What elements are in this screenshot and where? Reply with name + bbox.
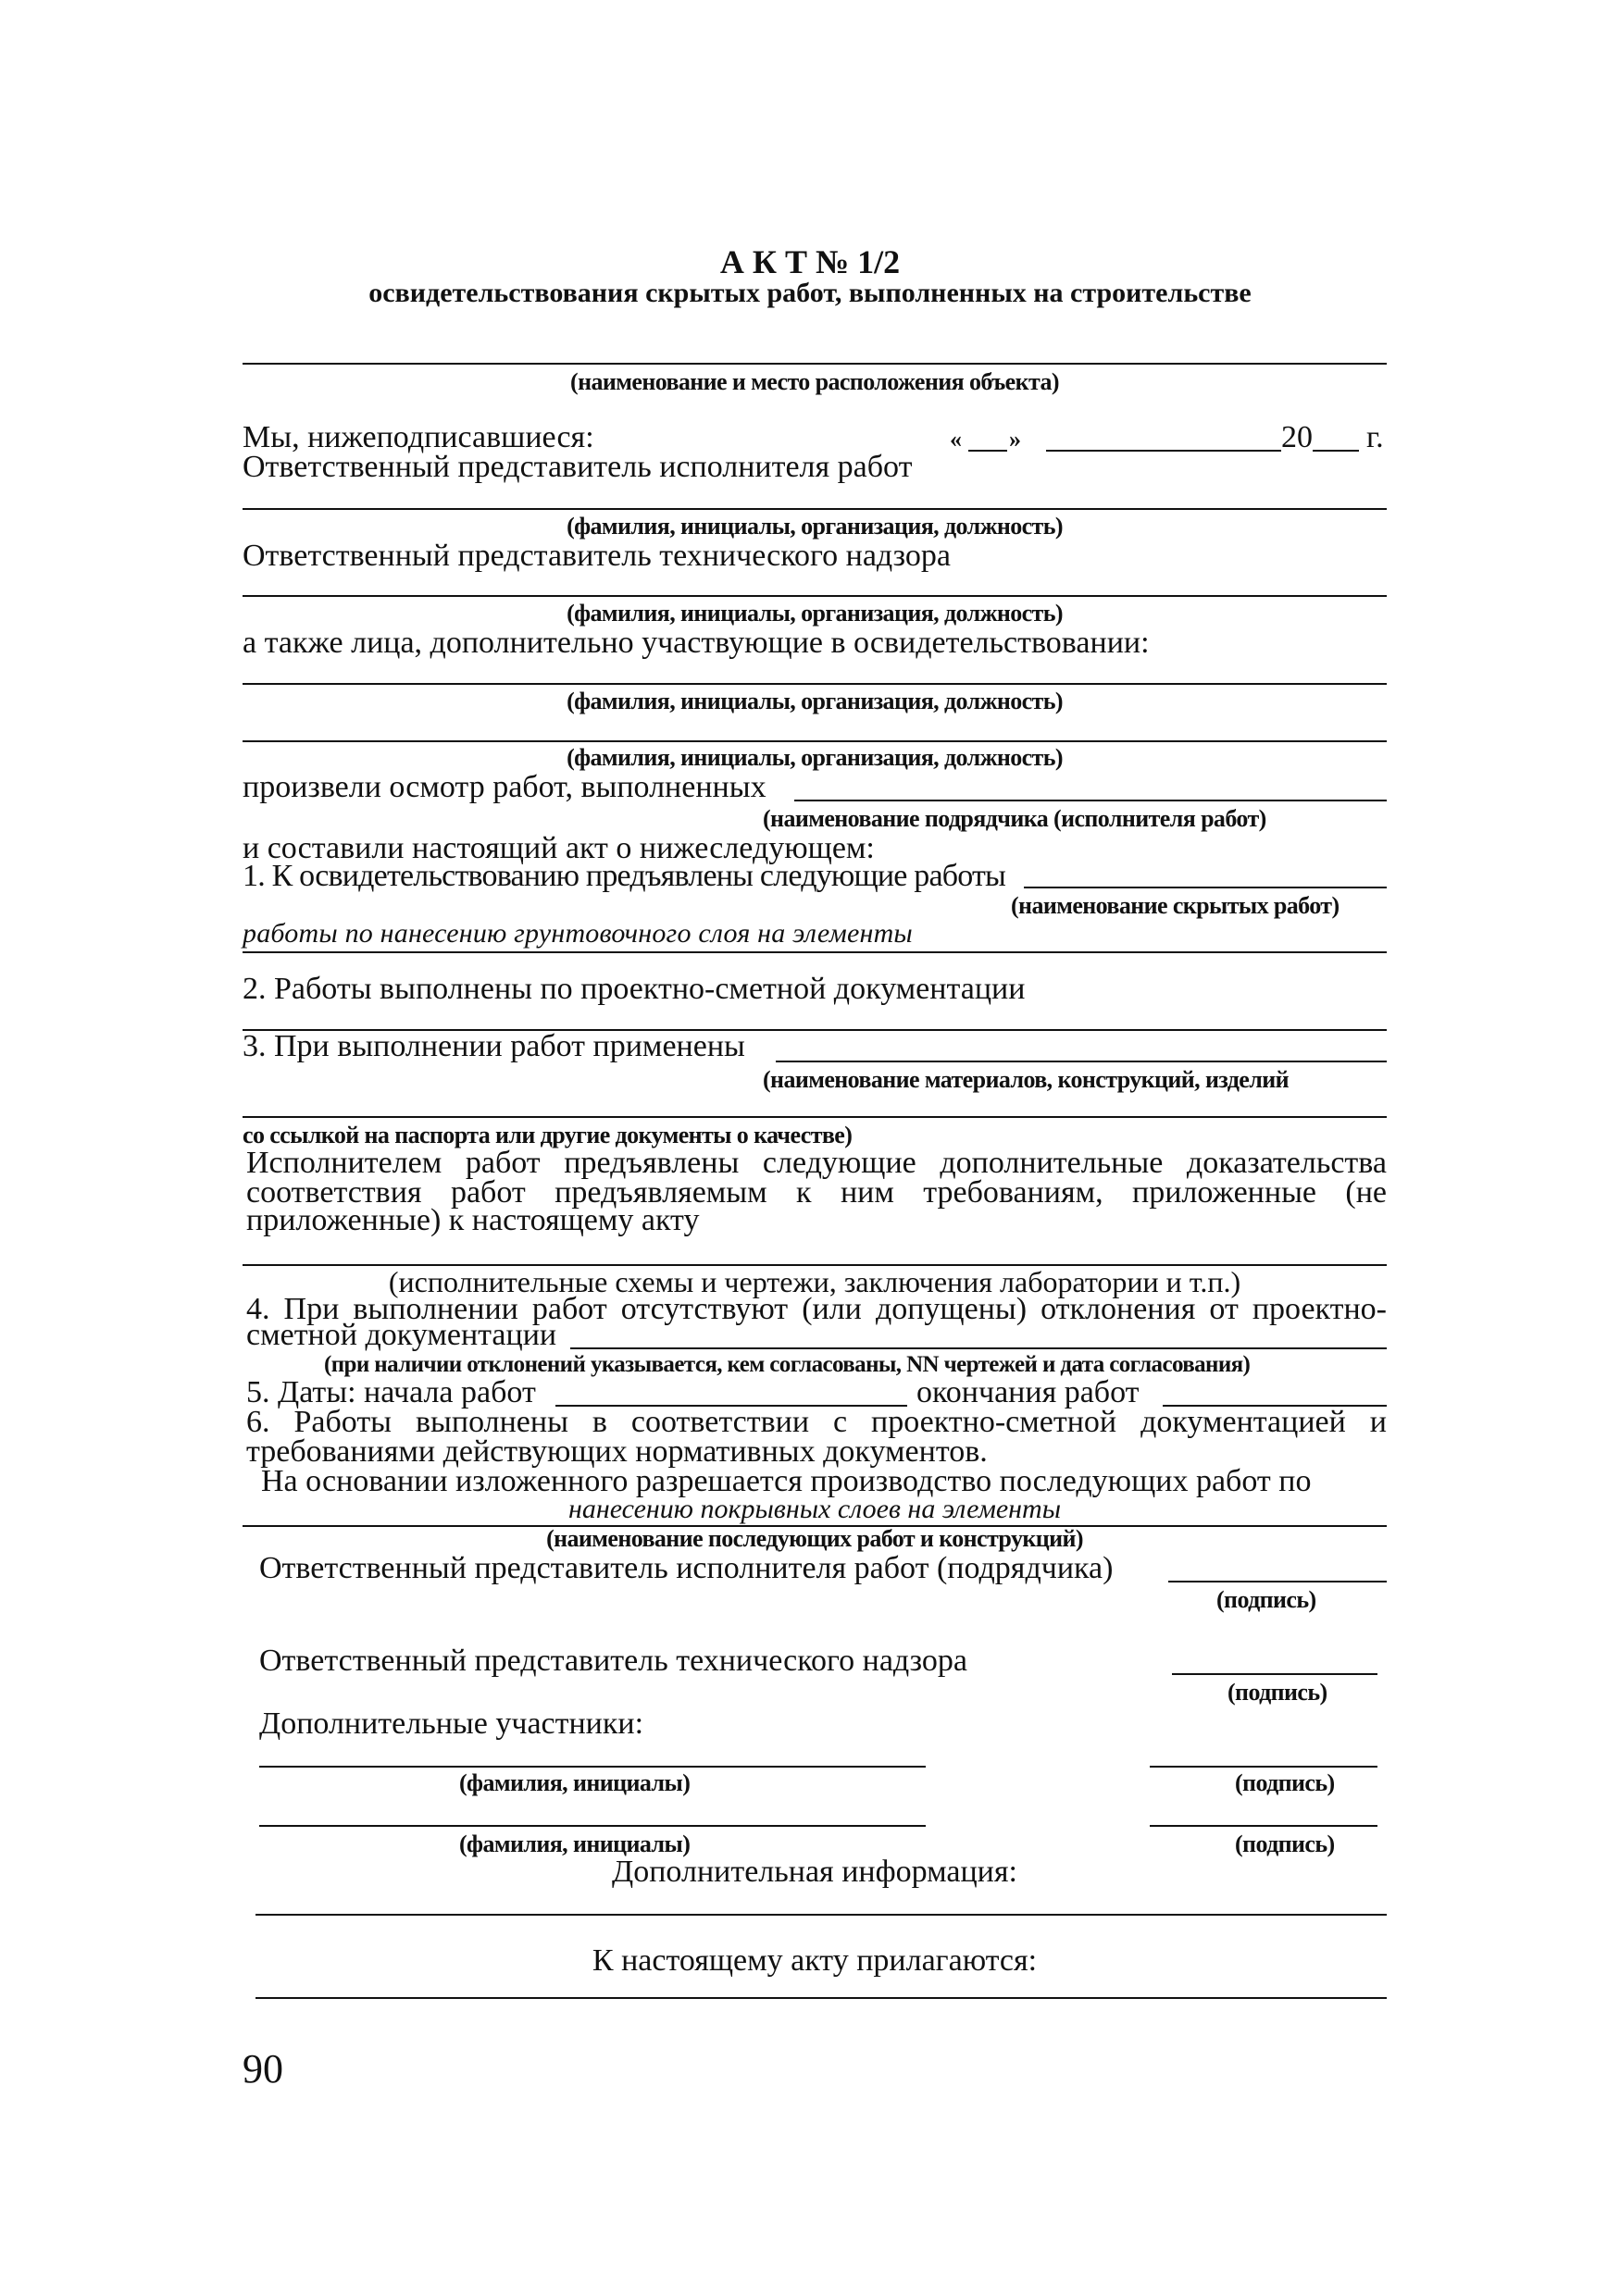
deviations-field[interactable] [570, 1347, 1387, 1349]
participant-signature-field-2[interactable] [1150, 1825, 1377, 1827]
date-quote-close: » [1009, 426, 1021, 453]
date-day-field[interactable] [968, 450, 1007, 452]
contractor-caption: (наименование подрядчика (исполнителя работ) [763, 805, 1266, 832]
supervision-field[interactable] [243, 595, 1387, 597]
attached-label: К настоящему акту прилагаются: [592, 1943, 1038, 1978]
evidence-line-2: соответствия работ предъявляемым к ним требованиям, приложенные (не [246, 1175, 1387, 1210]
additional-info-field[interactable] [255, 1914, 1387, 1916]
participant-2-field[interactable] [243, 740, 1387, 742]
deviations-caption: (при наличии отклонений указывается, кем согласованы, NN чертежей и дата согласования) [324, 1352, 1251, 1377]
date-year-suffix: г. [1366, 420, 1384, 454]
item5-end-label: окончания работ [916, 1375, 1140, 1409]
name-caption-2: (фамилия, инициалы) [459, 1831, 691, 1857]
signature-caption-4: (подпись) [1235, 1831, 1335, 1857]
executor-field[interactable] [243, 508, 1387, 510]
item1-value[interactable]: работы по нанесению грунтовочного слоя на элементы [243, 918, 913, 949]
we-undersigned-label: Мы, нижеподписавшиеся: [243, 420, 594, 454]
signature-caption-3: (подпись) [1235, 1769, 1335, 1796]
item2-label: 2. Работы выполнены по проектно-сметной документации [243, 972, 1026, 1006]
hidden-works-caption: (наименование скрытых работ) [1011, 892, 1340, 919]
permission-value[interactable]: нанесению покрывных слоев на элементы [567, 1494, 1062, 1524]
materials-caption-2: со ссылкой на паспорта или другие документы о качестве) [243, 1122, 853, 1148]
item3-label: 3. При выполнении работ применены [243, 1029, 745, 1063]
executor-caption: (фамилия, инициалы, организация, должность) [567, 513, 1063, 540]
document-subtitle: освидетельствования скрытых работ, выполненных на строительстве [368, 278, 1252, 308]
participant-1-caption: (фамилия, инициалы, организация, должность) [567, 688, 1063, 714]
supervision-signature-field[interactable] [1172, 1673, 1377, 1675]
sign-executor-label: Ответственный представитель исполнителя работ (подрядчика) [259, 1551, 1114, 1585]
evidence-line-3: приложенные) к настоящему акту [246, 1203, 700, 1237]
resp-supervision-label: Ответственный представитель технического надзора [243, 539, 951, 573]
item1-label: 1. К освидетельствованию предъявлены следующие работы [243, 859, 1006, 893]
participant-name-field-2[interactable] [259, 1825, 926, 1827]
participant-1-field[interactable] [243, 683, 1387, 685]
object-line[interactable] [243, 363, 1387, 365]
item4-line-1: 4. При выполнении работ отсутствуют (или допущены) отклонения от проектно- [246, 1292, 1387, 1326]
executor-signature-field[interactable] [1168, 1581, 1387, 1582]
attached-field[interactable] [255, 1997, 1387, 1999]
evidence-caption: (исполнительные схемы и чертежи, заключения лаборатории и т.п.) [388, 1265, 1241, 1298]
additional-info-label: Дополнительная информация: [612, 1855, 1017, 1889]
object-caption: (наименование и место расположения объекта) [570, 368, 1059, 395]
permission-label: На основании изложенного разрешается производство последующих работ по [261, 1464, 1312, 1498]
inspected-label: произвели осмотр работ, выполненных [243, 770, 766, 804]
item6-line-1: 6. Работы выполнены в соответствии с проектно-сметной документацией и [246, 1405, 1387, 1439]
participant-signature-field-1[interactable] [1150, 1766, 1377, 1768]
next-works-caption: (наименование последующих работ и конструкций) [546, 1525, 1083, 1552]
item3-field[interactable] [776, 1061, 1387, 1062]
date-year-prefix: 20 [1281, 420, 1313, 454]
page-number: 90 [243, 2046, 283, 2091]
compiled-label: и составили настоящий акт о нижеследующем: [243, 831, 875, 865]
date-month-field[interactable] [1046, 450, 1281, 452]
signature-caption-2: (подпись) [1227, 1679, 1327, 1706]
supervision-caption: (фамилия, инициалы, организация, должность) [567, 600, 1063, 627]
signature-caption-1: (подпись) [1216, 1586, 1316, 1613]
contractor-field[interactable] [794, 800, 1387, 801]
item4-line-2: сметной документации [246, 1318, 557, 1352]
date-quote-open: « [950, 426, 962, 453]
item6-line-2: требованиями действующих нормативных документов. [246, 1434, 988, 1469]
participant-2-caption: (фамилия, инициалы, организация, должность) [567, 744, 1063, 771]
materials-caption: (наименование материалов, конструкций, изделий [763, 1066, 1289, 1093]
item5-start-label: 5. Даты: начала работ [246, 1375, 536, 1409]
date-year-field[interactable] [1313, 450, 1359, 452]
sign-supervision-label: Ответственный представитель технического надзора [259, 1644, 967, 1678]
materials-field-2[interactable] [243, 1116, 1387, 1118]
name-caption-1: (фамилия, инициалы) [459, 1769, 691, 1796]
item1-field[interactable] [1024, 887, 1387, 888]
item1-value-line [243, 951, 1387, 953]
resp-executor-label: Ответственный представитель исполнителя работ [243, 450, 913, 484]
evidence-line-1: Исполнителем работ предъявлены следующие дополнительные доказательства [246, 1146, 1387, 1180]
additional-participants-label: Дополнительные участники: [259, 1706, 644, 1741]
document-title: А К Т № 1/2 [719, 243, 901, 280]
also-persons-label: а также лица, дополнительно участвующие в освидетельствовании: [243, 626, 1150, 660]
participant-name-field-1[interactable] [259, 1766, 926, 1768]
